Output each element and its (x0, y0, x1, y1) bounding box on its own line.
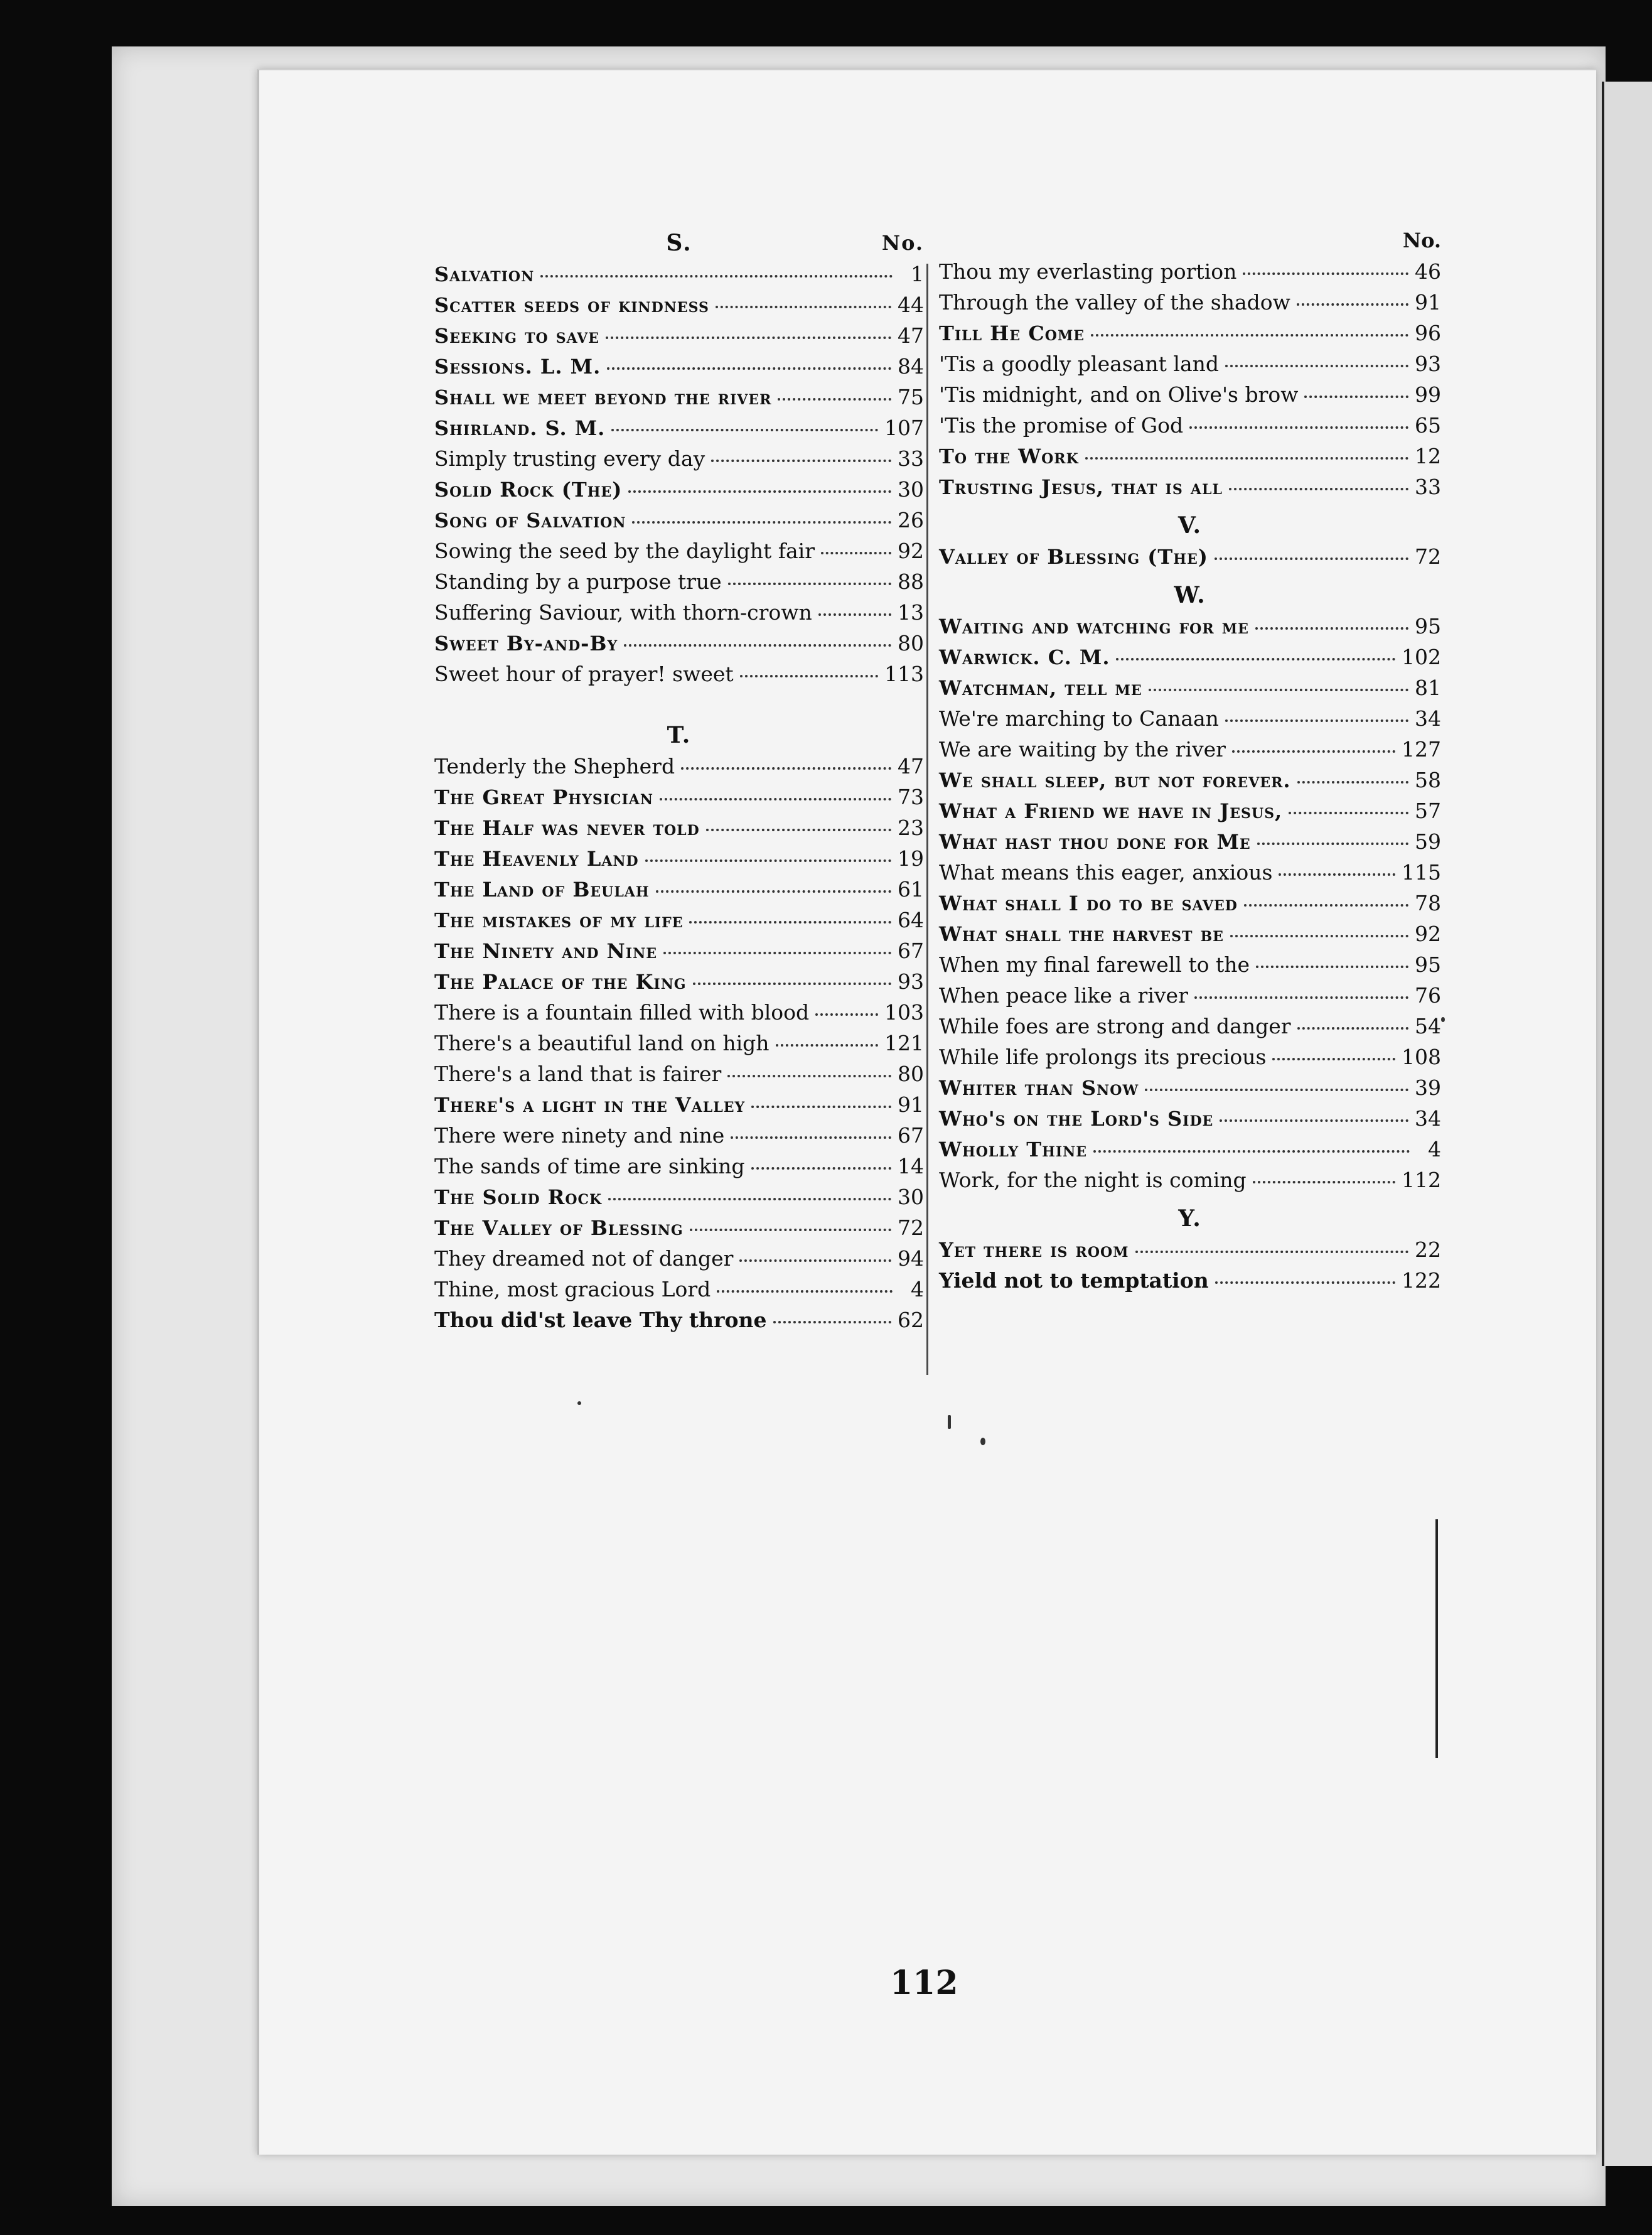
dot-leader (751, 1089, 891, 1108)
index-entry (939, 672, 1441, 703)
hymn-title: Wholly Thine (939, 1138, 1088, 1161)
index-entry (434, 1305, 924, 1335)
hymn-number: 33 (1415, 475, 1441, 499)
hymn-number: 58 (1415, 768, 1441, 792)
index-entry (939, 795, 1441, 826)
hymn-number: 47 (898, 754, 924, 778)
hymn-title: Work, for the night is coming (939, 1168, 1247, 1192)
index-entry (939, 379, 1441, 410)
hymn-title: Salvation (434, 262, 535, 286)
column-divider (926, 264, 928, 1375)
hymn-number: 103 (884, 1000, 924, 1025)
section-letter-heading (434, 719, 924, 751)
hymn-number: 46 (1415, 259, 1441, 284)
index-entry (434, 443, 924, 474)
hymn-title: The Heavenly Land (434, 847, 639, 871)
index-entry (939, 441, 1441, 471)
hymn-title: Scatter seeds of kindness (434, 293, 709, 317)
index-entry (939, 541, 1441, 572)
dot-leader (624, 628, 891, 647)
index-column-left (434, 227, 924, 1335)
hymn-number: 94 (898, 1246, 924, 1271)
hymn-title: The Land of Beulah (434, 878, 650, 902)
section-letter-heading (434, 227, 924, 259)
number-column-label: No. (1402, 229, 1441, 252)
dot-leader (1189, 410, 1408, 429)
index-entry (434, 997, 924, 1028)
hymn-number: 92 (1415, 922, 1441, 946)
hymn-title: Sweet By-and-By (434, 632, 618, 655)
dot-leader (1145, 1072, 1408, 1091)
hymn-number: 75 (898, 385, 924, 409)
hymn-number: 67 (898, 939, 924, 963)
ink-speck (980, 1438, 985, 1445)
hymn-title: What means this eager, anxious (939, 860, 1273, 885)
hymn-title: Standing by a purpose true (434, 569, 722, 594)
hymn-number: 88 (898, 569, 924, 594)
hymn-number: 54 (1415, 1014, 1441, 1038)
index-entry (939, 1265, 1441, 1296)
ink-speck (948, 1415, 951, 1429)
hymn-number: 57 (1415, 799, 1441, 823)
hymn-number: 93 (1415, 352, 1441, 376)
hymn-number: 127 (1402, 737, 1441, 762)
hymn-title: The Valley of Blessing (434, 1216, 684, 1240)
index-entry (939, 949, 1441, 980)
hymn-title: Yet there is room (939, 1238, 1129, 1262)
dot-leader (611, 412, 878, 431)
index-entry (434, 1243, 924, 1274)
hymn-number: 59 (1415, 829, 1441, 854)
hymn-number: 14 (898, 1154, 924, 1178)
hymn-title: Waiting and watching for me (939, 615, 1249, 638)
hymn-number: 72 (1415, 544, 1441, 569)
dot-leader (628, 474, 891, 493)
hymn-title: There's a light in the Valley (434, 1093, 746, 1117)
dot-leader (1255, 611, 1408, 630)
dot-leader (778, 382, 891, 401)
section-letter-heading (939, 579, 1441, 611)
index-entry (434, 1120, 924, 1151)
index-entry (434, 782, 924, 812)
hymn-title: The Half was never told (434, 816, 700, 840)
index-entry (434, 1151, 924, 1182)
dot-leader (821, 536, 891, 554)
index-entry (434, 812, 924, 843)
hymn-title: 'Tis a goodly pleasant land (939, 352, 1219, 376)
dot-leader (1304, 379, 1408, 398)
dot-leader (663, 935, 891, 954)
hymn-number: 1 (911, 262, 924, 286)
dot-leader (1229, 471, 1408, 490)
hymn-title: Solid Rock (The) (434, 478, 623, 502)
hymn-title: Through the valley of the shadow (939, 290, 1290, 315)
index-entry (434, 382, 924, 412)
index-entry (939, 471, 1441, 502)
hymn-title: Yield not to temptation (939, 1268, 1209, 1293)
index-entry (434, 320, 924, 351)
index-entry (939, 1165, 1441, 1195)
hymn-number: 95 (1415, 952, 1441, 977)
dot-leader (1230, 918, 1408, 937)
hymn-title: Who's on the Lord's Side (939, 1107, 1214, 1131)
section-letter: W. (1174, 582, 1206, 608)
index-entry (434, 566, 924, 597)
index-entry (939, 734, 1441, 765)
index-entry (939, 642, 1441, 672)
hymn-number: 78 (1415, 891, 1441, 915)
page-number: 112 (890, 1964, 958, 2002)
hymn-title: Watchman, tell me (939, 676, 1142, 700)
dot-leader (711, 443, 891, 462)
index-entry (434, 1212, 924, 1243)
hymn-title: When my final farewell to the (939, 952, 1250, 977)
hymn-number: 91 (898, 1092, 924, 1117)
hymn-number: 81 (1415, 676, 1441, 700)
dot-leader (690, 1212, 891, 1231)
hymn-number: 30 (898, 477, 924, 502)
hymn-title: There's a beautiful land on high (434, 1031, 770, 1055)
hymn-title: Seeking to save (434, 324, 599, 348)
index-entry (434, 1058, 924, 1089)
hymn-title: Valley of Blessing (The) (939, 545, 1208, 569)
ink-speck (1441, 1017, 1445, 1022)
index-entry (434, 843, 924, 874)
dot-leader (731, 1120, 891, 1139)
dot-leader (1256, 949, 1408, 968)
index-entry (434, 474, 924, 505)
dot-leader (1243, 256, 1408, 275)
hymn-title: Sessions. L. M. (434, 355, 601, 379)
section-letter: T. (667, 722, 692, 748)
hymn-title: The Great Physician (434, 785, 653, 809)
hymn-title: Shall we meet beyond the river (434, 385, 772, 409)
index-column-right (939, 227, 1441, 1296)
hymn-number: 72 (898, 1215, 924, 1240)
hymn-number: 99 (1415, 382, 1441, 407)
hymn-number: 34 (1415, 706, 1441, 731)
hymn-title: There is a fountain filled with blood (434, 1000, 810, 1025)
hymn-number: 26 (898, 508, 924, 532)
hymn-title: Tenderly the Shepherd (434, 754, 675, 778)
index-entry (434, 1274, 924, 1305)
index-entry (939, 980, 1441, 1011)
hymn-number: 95 (1415, 614, 1441, 638)
hymn-title: What a Friend we have in Jesus, (939, 799, 1283, 823)
hymn-title: While life prolongs its precious (939, 1045, 1267, 1069)
section-letter-heading (939, 510, 1441, 541)
hymn-title: Suffering Saviour, with thorn-crown (434, 600, 812, 625)
hymn-number: 92 (898, 539, 924, 563)
hymn-number: 23 (898, 816, 924, 840)
hymn-title: Till He Come (939, 321, 1085, 345)
index-entry (434, 751, 924, 782)
hymn-number: 13 (898, 600, 924, 625)
hymn-number: 64 (898, 908, 924, 932)
hymn-number: 61 (898, 877, 924, 902)
hymn-title: Warwick. C. M. (939, 645, 1110, 669)
index-entry (434, 905, 924, 935)
section-letter: S. (666, 230, 692, 256)
margin-mark (1435, 1519, 1438, 1758)
index-entry (434, 628, 924, 659)
index-entry (434, 659, 924, 689)
hymn-title: We shall sleep, but not forever. (939, 768, 1291, 792)
hymn-number: 121 (884, 1031, 924, 1055)
index-entry (939, 410, 1441, 441)
index-entry (939, 1042, 1441, 1072)
hymn-title: We're marching to Canaan (939, 706, 1219, 731)
hymn-number: 80 (898, 631, 924, 655)
index-entry (939, 611, 1441, 642)
hymn-title: Simply trusting every day (434, 446, 705, 471)
dot-leader (606, 320, 891, 339)
index-entry (939, 918, 1441, 949)
index-entry (939, 348, 1441, 379)
index-entry (434, 935, 924, 966)
index-entry (434, 966, 924, 997)
hymn-title: The Solid Rock (434, 1185, 603, 1209)
index-entry (939, 703, 1441, 734)
hymn-title: We are waiting by the river (939, 737, 1226, 762)
dot-leader (1091, 318, 1408, 337)
dot-leader (1257, 826, 1408, 845)
hymn-number: 122 (1402, 1268, 1441, 1293)
hymn-title: There were ninety and nine (434, 1123, 725, 1148)
dot-leader (1215, 541, 1408, 560)
index-entry (434, 597, 924, 628)
hymn-title: There's a land that is fairer (434, 1062, 722, 1086)
dot-leader (1225, 348, 1408, 367)
dot-leader (815, 997, 878, 1016)
hymn-title: What hast thou done for Me (939, 830, 1251, 854)
dot-leader (717, 1274, 893, 1293)
index-entry (434, 874, 924, 905)
hymn-number: 102 (1402, 645, 1441, 669)
hymn-number: 44 (898, 293, 924, 317)
hymn-number: 22 (1415, 1237, 1441, 1262)
index-entry (939, 857, 1441, 888)
hymn-title: The mistakes of my life (434, 908, 684, 932)
hymn-title: The Palace of the King (434, 970, 687, 994)
hymn-title: To the Work (939, 444, 1079, 468)
dot-leader (1253, 1165, 1395, 1183)
hymn-number: 12 (1415, 444, 1441, 468)
hymn-number: 47 (898, 323, 924, 348)
dot-leader (716, 289, 891, 308)
index-entry (939, 256, 1441, 287)
dot-leader (1279, 857, 1395, 876)
hymn-title: What shall I do to be saved (939, 891, 1238, 915)
hymn-number: 19 (898, 846, 924, 871)
dot-leader (1194, 980, 1408, 999)
dot-leader (693, 966, 891, 985)
dot-leader (608, 1182, 891, 1200)
hymn-number: 113 (884, 662, 924, 686)
adjacent-sheet-edge (1602, 82, 1652, 2166)
index-entry (434, 536, 924, 566)
hymn-number: 107 (884, 416, 924, 440)
dot-leader (1232, 734, 1395, 753)
hymn-title: The Ninety and Nine (434, 939, 657, 963)
section-letter: V. (1177, 512, 1203, 539)
hymn-title: Thou did'st leave Thy throne (434, 1308, 767, 1332)
index-entry (939, 1234, 1441, 1265)
dot-leader (1135, 1234, 1408, 1253)
hymn-number: 112 (1402, 1168, 1441, 1192)
dot-leader (656, 874, 891, 893)
hymn-title: Thou my everlasting portion (939, 259, 1237, 284)
index-entry (939, 826, 1441, 857)
hymn-title: When peace like a river (939, 983, 1188, 1008)
dot-leader (1149, 672, 1408, 691)
index-entry (434, 412, 924, 443)
dot-leader (728, 566, 891, 585)
hymn-title: Shirland. S. M. (434, 416, 606, 440)
index-entry (434, 259, 924, 289)
dot-leader (1244, 888, 1408, 907)
hymn-title: They dreamed not of danger (434, 1246, 734, 1271)
index-entry (939, 287, 1441, 318)
dot-leader (689, 905, 891, 924)
dot-leader (740, 659, 878, 677)
dot-leader (739, 1243, 891, 1262)
dot-leader (1215, 1265, 1395, 1284)
dot-leader (1116, 642, 1395, 660)
dot-leader (1297, 1011, 1408, 1030)
dot-leader (1225, 703, 1408, 722)
hymn-number: 39 (1415, 1075, 1441, 1100)
hymn-title: Song of Salvation (434, 509, 626, 532)
dot-leader (818, 597, 891, 616)
dot-leader (632, 505, 891, 524)
index-entry (434, 289, 924, 320)
dot-leader (1297, 287, 1408, 306)
dot-leader (607, 351, 891, 370)
hymn-number: 73 (898, 785, 924, 809)
hymn-title: While foes are strong and danger (939, 1014, 1291, 1038)
index-entry (434, 351, 924, 382)
hymn-number: 62 (898, 1308, 924, 1332)
index-entry (939, 318, 1441, 348)
dot-leader (660, 782, 891, 800)
index-entry (434, 1182, 924, 1212)
dot-leader (681, 751, 891, 770)
hymn-title: 'Tis the promise of God (939, 413, 1184, 438)
number-column-label: No. (881, 231, 924, 255)
hymn-title: Sowing the seed by the daylight fair (434, 539, 815, 563)
hymn-number: 80 (898, 1062, 924, 1086)
dot-leader (751, 1151, 891, 1170)
index-entry (939, 1134, 1441, 1165)
hymn-title: Whiter than Snow (939, 1076, 1139, 1100)
hymn-number: 30 (898, 1185, 924, 1209)
index-entry (939, 1103, 1441, 1134)
section-letter: Y. (1178, 1205, 1202, 1232)
hymn-number: 33 (898, 446, 924, 471)
hymn-title: What shall the harvest be (939, 922, 1224, 946)
hymn-number: 91 (1415, 290, 1441, 315)
index-entry (939, 888, 1441, 918)
dot-leader (1085, 441, 1408, 460)
hymn-title: 'Tis midnight, and on Olive's brow (939, 382, 1299, 407)
hymn-title: Sweet hour of prayer! sweet (434, 662, 734, 686)
dot-leader (706, 812, 891, 831)
ink-speck (577, 1401, 581, 1405)
dot-leader (645, 843, 891, 862)
dot-leader (1220, 1103, 1408, 1122)
index-entry (434, 505, 924, 536)
hymn-number: 67 (898, 1123, 924, 1148)
section-letter-heading (939, 1203, 1441, 1234)
hymn-number: 115 (1402, 860, 1441, 885)
index-entry (434, 1028, 924, 1058)
hymn-number: 93 (898, 969, 924, 994)
dot-leader (1297, 765, 1408, 784)
hymn-number: 34 (1415, 1106, 1441, 1131)
index-entry (939, 765, 1441, 795)
dot-leader (1093, 1134, 1410, 1153)
hymn-title: The sands of time are sinking (434, 1154, 745, 1178)
hymn-number: 108 (1402, 1045, 1441, 1069)
dot-leader (540, 259, 893, 277)
hymn-number: 4 (911, 1277, 924, 1301)
index-entry (939, 1072, 1441, 1103)
dot-leader (1272, 1042, 1395, 1060)
hymn-number: 84 (898, 354, 924, 379)
dot-leader (773, 1305, 891, 1323)
hymn-title: Thine, most gracious Lord (434, 1277, 711, 1301)
index-entry (434, 1089, 924, 1120)
dot-leader (727, 1058, 891, 1077)
dot-leader (1289, 795, 1408, 814)
dot-leader (776, 1028, 878, 1047)
hymn-number: 96 (1415, 321, 1441, 345)
hymn-title: Trusting Jesus, that is all (939, 475, 1223, 499)
index-entry (939, 1011, 1441, 1042)
hymn-number: 65 (1415, 413, 1441, 438)
hymn-number: 76 (1415, 983, 1441, 1008)
hymn-number: 4 (1428, 1137, 1441, 1161)
